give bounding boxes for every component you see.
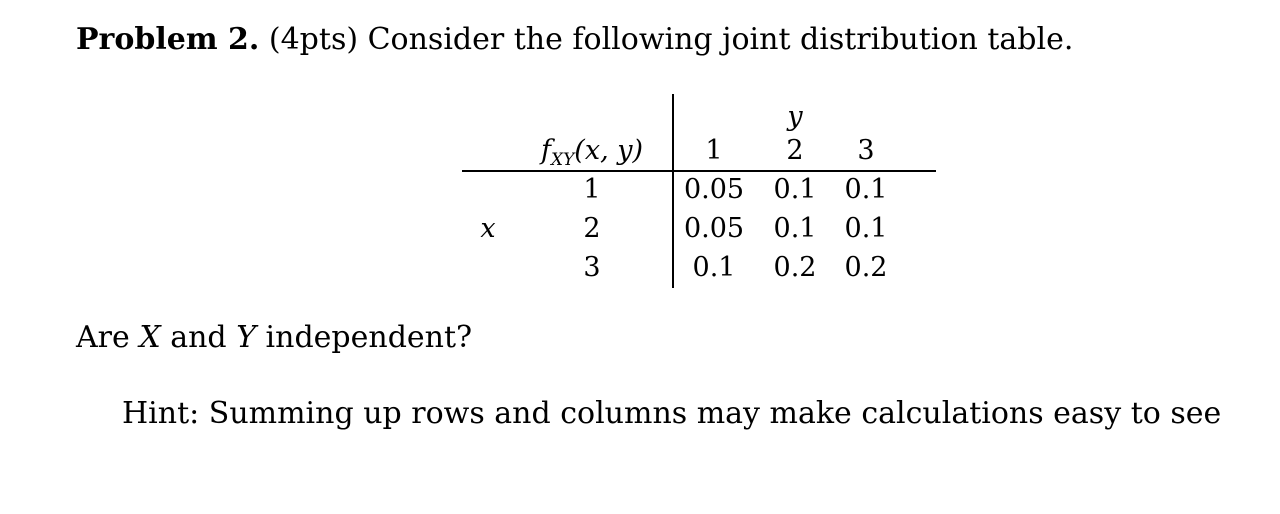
- question-suffix: independent?: [265, 320, 473, 355]
- problem-label: Problem 2.: [76, 22, 260, 57]
- table-horizontal-rule: [462, 170, 936, 172]
- column-variable-label: y: [787, 101, 803, 132]
- question-var-x: X: [139, 320, 161, 355]
- table-vertical-rule: [672, 94, 674, 288]
- table-cell: 0.2: [844, 252, 888, 283]
- row-header: 2: [583, 213, 601, 244]
- column-header: 2: [786, 135, 804, 166]
- table-cell: 0.05: [683, 174, 745, 205]
- problem-heading: [76, 18, 1073, 62]
- corner-label-subscript: XY: [550, 150, 575, 170]
- corner-label-func: f: [540, 135, 551, 166]
- joint-distribution-table: [462, 94, 936, 290]
- table-cell: 0.1: [773, 174, 817, 205]
- table-cell: 0.1: [844, 174, 888, 205]
- table-cell: 0.1: [692, 252, 736, 283]
- row-header: 1: [583, 174, 601, 205]
- question-text: [76, 318, 472, 358]
- hint-text: Hint: Summing up rows and columns may make calculations easy to see: [122, 396, 1222, 431]
- row-variable-label: x: [480, 213, 496, 244]
- table-cell: 0.05: [683, 213, 745, 244]
- table-cell: 0.1: [844, 213, 888, 244]
- corner-label-args: (x, y): [574, 135, 644, 166]
- question-prefix: Are: [76, 320, 130, 355]
- column-header: 1: [705, 135, 723, 166]
- table-cell: 0.2: [773, 252, 817, 283]
- table-cell: 0.1: [773, 213, 817, 244]
- column-header: 3: [857, 135, 875, 166]
- question-var-y: Y: [236, 320, 256, 355]
- problem-points: (4pts): [268, 22, 359, 57]
- problem-statement: Consider the following joint distribution table.: [367, 22, 1074, 57]
- question-middle: and: [170, 320, 227, 355]
- corner-label: [541, 134, 643, 177]
- row-header: 3: [583, 252, 601, 283]
